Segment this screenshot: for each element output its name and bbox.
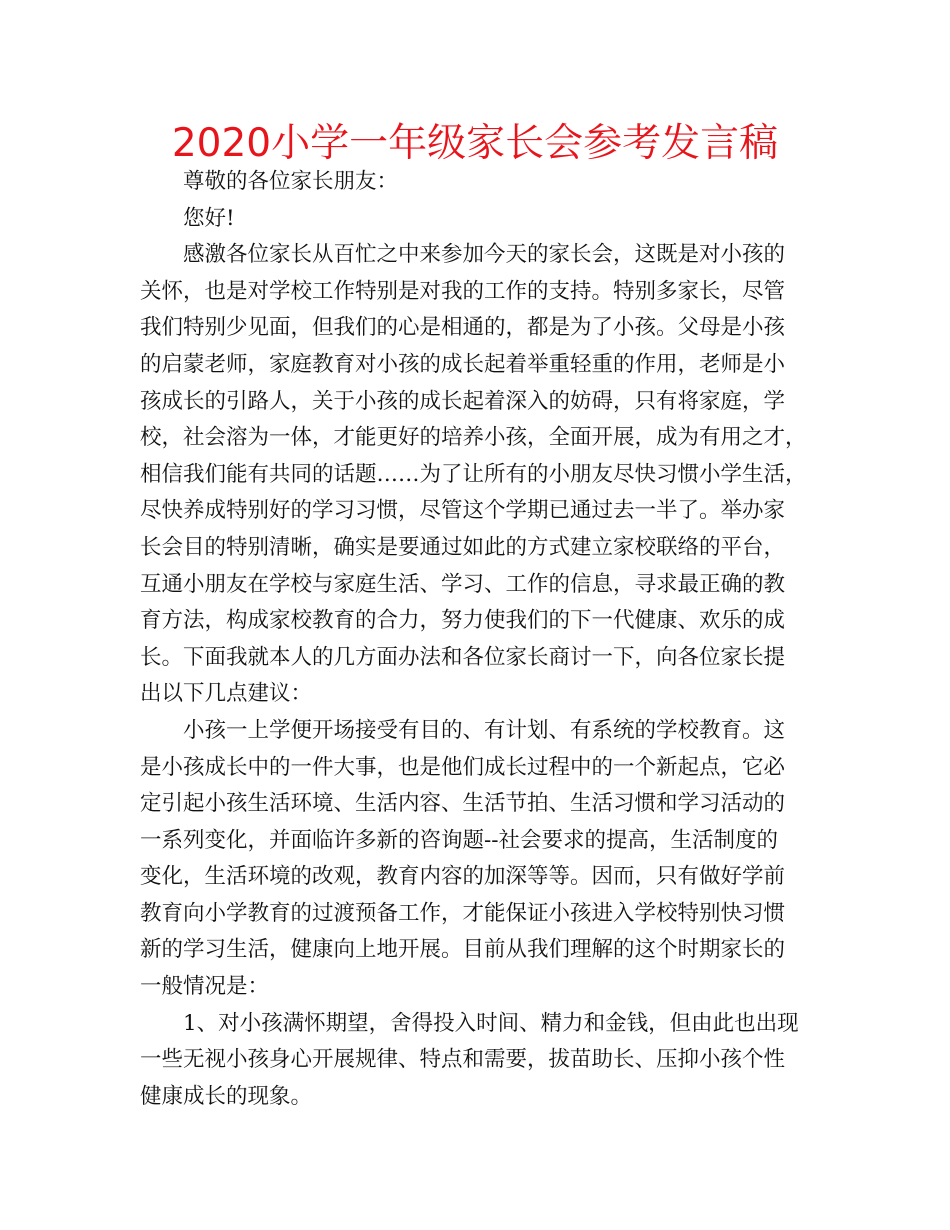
text-line: 小孩一上学便开场接受有目的、有计划、有系统的学校教育。这 (183, 717, 786, 743)
salutation-paragraph (140, 164, 820, 201)
text-line: 校，社会溶为一体，才能更好的培养小孩，全面开展，成为有用之才， (140, 425, 807, 451)
document-body (140, 164, 820, 1115)
text-line: 健康成长的现象。 (140, 1083, 313, 1109)
text-line: 定引起小孩生活环境、生活内容、生活节拍、生活习惯和学习活动的 (140, 791, 786, 817)
text-line: 感激各位家长从百忙之中来参加今天的家长会，这既是对小孩的 (183, 242, 786, 268)
greeting-paragraph (140, 201, 820, 238)
text-line: 变化，生活环境的改观，教育内容的加深等等。因而，只有做好学前 (140, 864, 786, 890)
text-line: 尽快养成特别好的学习习惯，尽管这个学期已通过去一半了。举办家 (140, 498, 786, 524)
text-line: 互通小朋友在学校与家庭生活、学习、工作的信息，寻求最正确的教 (140, 571, 786, 597)
point-1-paragraph (140, 1006, 820, 1116)
text-line: 您好! (183, 205, 235, 231)
text-line: 相信我们能有共同的话题……为了让所有的小朋友尽快习惯小学生活， (140, 461, 807, 487)
text-line: 教育向小学教育的过渡预备工作，才能保证小孩进入学校特别快习惯 (140, 900, 786, 926)
text-line: 的启蒙老师，家庭教育对小孩的成长起着举重轻重的作用，老师是小 (140, 351, 786, 377)
text-line: 育方法，构成家校教育的合力，努力使我们的下一代健康、欢乐的成 (140, 608, 786, 634)
text-line: 一系列变化，并面临许多新的咨询题--社会要求的提高，生活制度的 (140, 827, 779, 853)
text-line: 出以下几点建议： (140, 681, 313, 707)
school-start-paragraph (140, 713, 820, 1006)
document-title: 2020小学一年级家长会参考发言稿 (171, 121, 779, 166)
text-line: 一般情况是： (140, 974, 270, 1000)
text-line: 长会目的特别清晰，确实是要通过如此的方式建立家校联络的平台， (140, 534, 786, 560)
text-line: 关怀，也是对学校工作特别是对我的工作的支持。特别多家长，尽管 (140, 278, 786, 304)
text-line: 长。下面我就本人的几方面办法和各位家长商讨一下，向各位家长提 (140, 644, 786, 670)
text-line: 1、对小孩满怀期望，舍得投入时间、精力和金钱，但由此也出现 (183, 1010, 799, 1036)
text-line: 是小孩成长中的一件大事，也是他们成长过程中的一个新起点，它必 (140, 754, 786, 780)
text-line: 我们特别少见面，但我们的心是相通的，都是为了小孩。父母是小孩 (140, 315, 786, 341)
text-line: 尊敬的各位家长朋友： (183, 169, 399, 194)
text-line: 新的学习生活，健康向上地开展。目前从我们理解的这个时期家长的 (140, 937, 786, 963)
text-line: 孩成长的引路人，关于小孩的成长起着深入的妨碍，只有将家庭，学 (140, 388, 786, 414)
text-line: 一些无视小孩身心开展规律、特点和需要，拔苗助长、压抑小孩个性 (140, 1047, 786, 1073)
intro-paragraph (140, 237, 820, 713)
